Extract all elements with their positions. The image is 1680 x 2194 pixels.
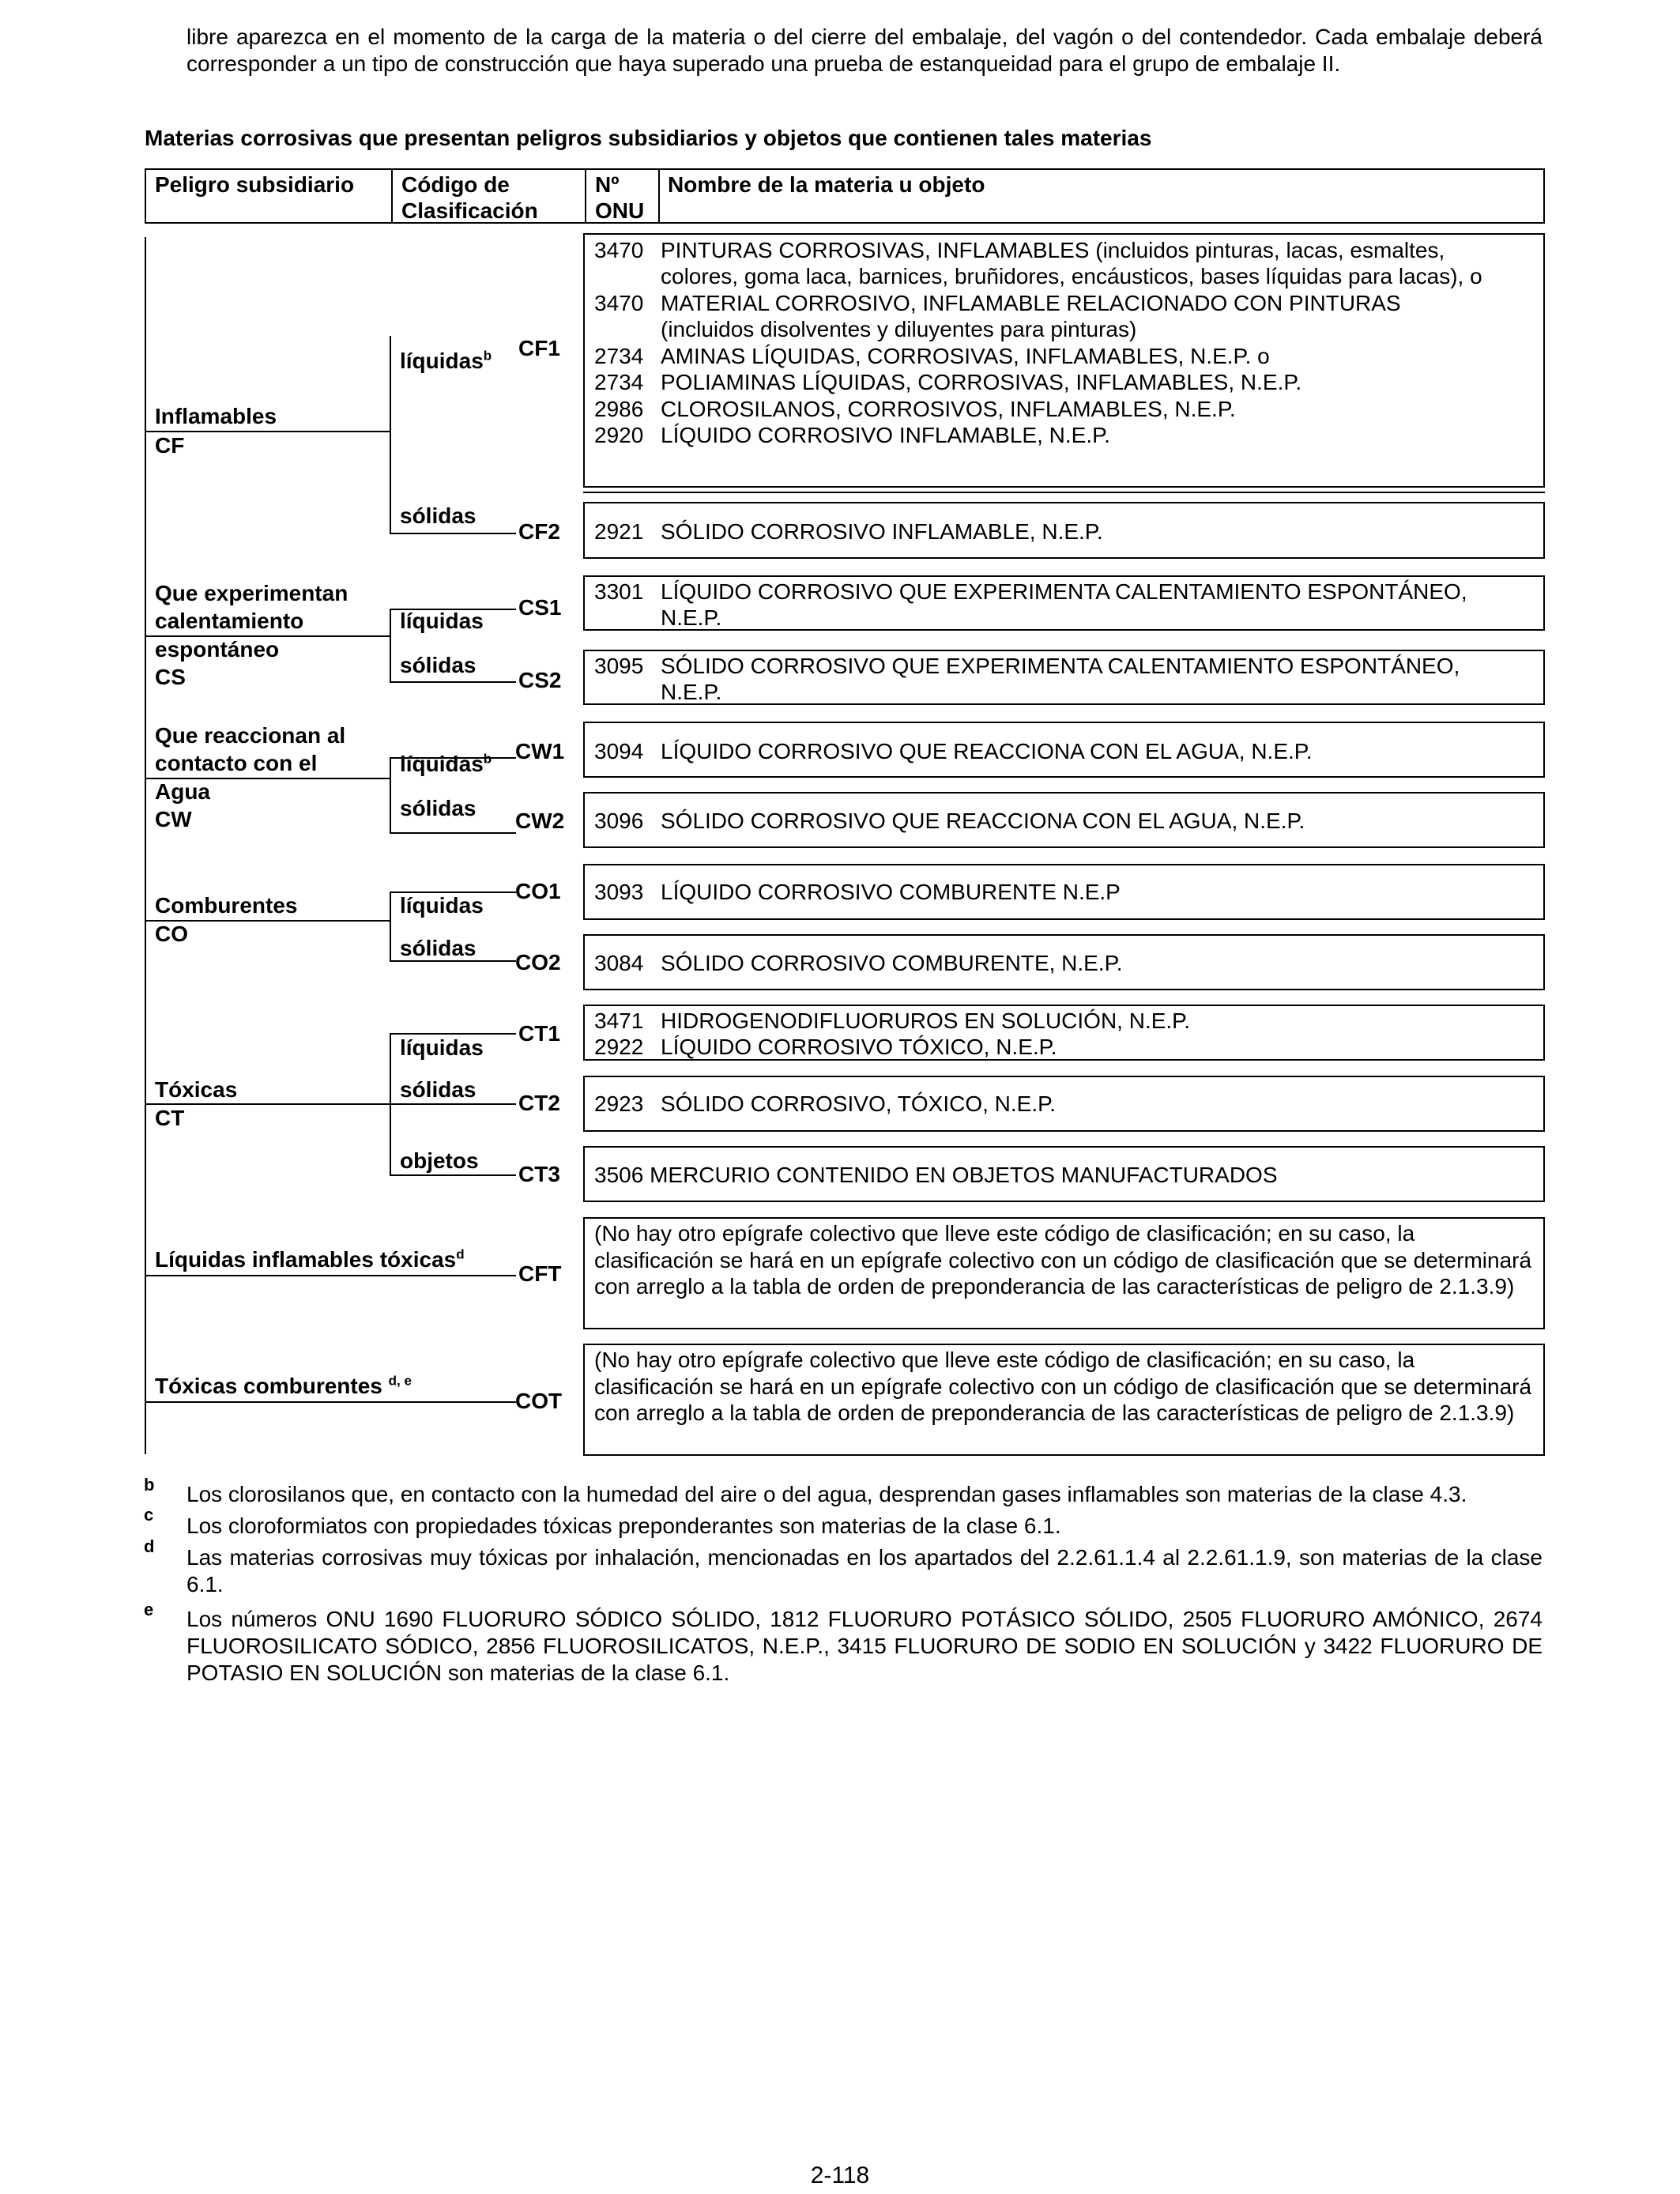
header-divider — [658, 170, 660, 222]
code-cw2: CW2 — [515, 809, 565, 833]
state-solidas-cw: sólidas — [400, 796, 477, 820]
entry-un-2922: 2922 LÍQUIDO CORROSIVO TÓXICO, N.E.P. — [594, 1035, 1057, 1059]
note-cft: (No hay otro epígrafe colectivo que lleve este código de clasificación; en su caso, la clasificación se hará en un epígrafe colectivo con un código de clasificación que se determinará con arreglo a la tabla de orden de preponderancia de las características de peligro de 2.1.3.9) — [594, 1221, 1532, 1299]
header-codigo-1: Código de — [401, 172, 510, 197]
state-solidas-cs: sólidas — [400, 653, 477, 677]
footnote-d-text: Las materias corrosivas muy tóxicas por inhalación, mencionadas en los apartados del 2.2.61.1.4 al 2.2.61.1.9, son materias de la clase 6.1. — [186, 1545, 1543, 1596]
footnote-e-mark: e — [144, 1600, 154, 1619]
group-cs-line3: espontáneo — [155, 637, 280, 662]
header-divider — [585, 170, 586, 222]
tree-left-line — [145, 237, 146, 1454]
footnote-c-text: Los cloroformiatos con propiedades tóxicas preponderantes son materias de la clase 6.1. — [186, 1514, 1061, 1538]
entry-un-3301: 3301 LÍQUIDO CORROSIVO QUE EXPERIMENTA CALENTAMIENTO ESPONTÁNEO, — [594, 579, 1467, 604]
group-cs-line1: Que experimentan — [155, 581, 348, 605]
entry-un-3470-b-cont: (incluidos disolventes y diluyentes para pinturas) — [661, 317, 1137, 341]
code-cft: CFT — [518, 1261, 562, 1286]
group-cot-name: Tóxicas comburentes $^{d, e}$ — [155, 1373, 412, 1398]
code-cs1: CS1 — [518, 595, 562, 620]
state-objetos-ct: objetos — [400, 1148, 479, 1173]
entry-un-2734-b: 2734 POLIAMINAS LÍQUIDAS, CORROSIVAS, INFLAMABLES, N.E.P. — [594, 370, 1302, 394]
entry-un-3094: 3094 LÍQUIDO CORROSIVO QUE REACCIONA CON EL AGUA, N.E.P. — [594, 739, 1313, 763]
entry-un-3096: 3096 SÓLIDO CORROSIVO QUE REACCIONA CON EL AGUA, N.E.P. — [594, 809, 1305, 833]
table-header — [145, 168, 1545, 224]
entry-un-3095: 3095 SÓLIDO CORROSIVO QUE EXPERIMENTA CALENTAMIENTO ESPONTÁNEO, — [594, 654, 1460, 678]
entry-un-3470-b: 3470 MATERIAL CORROSIVO, INFLAMABLE RELACIONADO CON PINTURAS — [594, 291, 1401, 315]
header-divider — [391, 170, 393, 222]
group-cw-line1: Que reaccionan al — [155, 723, 346, 748]
group-cw-line3: Agua — [155, 779, 210, 804]
entry-un-3095-cont: N.E.P. — [661, 680, 722, 704]
group-cw-code: CW — [155, 807, 192, 831]
entry-un-3093: 3093 LÍQUIDO CORROSIVO COMBURENTE N.E.P — [594, 880, 1121, 904]
header-codigo-2: Clasificación — [401, 198, 538, 223]
group-cft-name: Líquidas inflamables tóxicas$^d$ — [155, 1246, 465, 1272]
header-no-1: Nº — [595, 172, 620, 197]
code-ct2: CT2 — [518, 1091, 560, 1115]
tree-line-ct3 — [390, 1174, 516, 1176]
state-liquidas-cw: líquidas$^b$ — [400, 751, 492, 776]
tree-line-cw2 — [390, 832, 516, 834]
group-cf-name: Inflamables — [155, 404, 277, 428]
group-ct-name: Tóxicas — [155, 1077, 238, 1102]
group-cs-code: CS — [155, 665, 186, 689]
tree-bracket-co — [390, 892, 391, 961]
code-co1: CO1 — [515, 879, 561, 903]
code-cf1: CF1 — [518, 336, 560, 360]
group-ct-code: CT — [155, 1106, 185, 1130]
group-co-name: Comburentes — [155, 893, 298, 918]
header-no-2: ONU — [595, 198, 645, 223]
code-cw1: CW1 — [515, 739, 565, 763]
state-liquidas-co: líquidas — [400, 893, 484, 918]
state-solidas-ct: sólidas — [400, 1077, 477, 1102]
entry-un-3301-cont: N.E.P. — [661, 605, 722, 630]
entry-un-2986: 2986 CLOROSILANOS, CORROSIVOS, INFLAMABLES, N.E.P. — [594, 397, 1236, 421]
entry-un-3084: 3084 SÓLIDO CORROSIVO COMBURENTE, N.E.P. — [594, 951, 1123, 975]
group-cf-code: CF — [155, 433, 185, 458]
tree-bracket-cs — [390, 609, 391, 682]
tree-line-cft — [145, 1275, 516, 1276]
group-co-code: CO — [155, 922, 188, 946]
entry-un-2920: 2920 LÍQUIDO CORROSIVO INFLAMABLE, N.E.P. — [594, 423, 1110, 447]
state-solidas-co: sólidas — [400, 936, 477, 960]
intro-paragraph: libre aparezca en el momento de la carga de la materia o del cierre del embalaje, del vagón o del contendedor. Cada embalaje deberá corresponder a un tipo de construcción que haya superado una prueba de estanqueidad para el grupo de embalaje II. — [186, 25, 1543, 76]
footnote-b-mark: b — [144, 1475, 155, 1495]
footnote-c-mark: c — [144, 1505, 154, 1525]
state-liquidas-cf: líquidas$^b$ — [400, 348, 492, 373]
entry-box-cf1-rule — [583, 492, 1545, 493]
code-cf2: CF2 — [518, 519, 560, 544]
footnote-d-mark: d — [144, 1536, 155, 1556]
entry-un-3471: 3471 HIDROGENODIFLUORUROS EN SOLUCIÓN, N.E.P. — [594, 1008, 1191, 1033]
section-heading: Materias corrosivas que presentan peligros subsidiarios y objetos que contienen tales materias — [145, 126, 1152, 150]
tree-line-cf2 — [390, 533, 516, 534]
entry-un-2923: 2923 SÓLIDO CORROSIVO, TÓXICO, N.E.P. — [594, 1091, 1056, 1116]
entry-un-3470-a: 3470 PINTURAS CORROSIVAS, INFLAMABLES (incluidos pinturas, lacas, esmaltes, — [594, 238, 1445, 262]
code-cs2: CS2 — [518, 668, 562, 692]
header-nombre: Nombre de la materia u objeto — [668, 172, 985, 197]
group-cs-line2: calentamiento — [155, 609, 304, 633]
tree-bracket-cw — [390, 757, 391, 833]
state-solidas-cf: sólidas — [400, 503, 477, 528]
tree-line-cs2 — [390, 681, 516, 683]
code-cot: COT — [515, 1389, 563, 1413]
page-number: 2-118 — [810, 2162, 870, 2188]
code-ct1: CT1 — [518, 1021, 560, 1046]
tree-line-cot — [145, 1401, 516, 1403]
entry-un-3506: 3506 MERCURIO CONTENIDO EN OBJETOS MANUFACTURADOS — [594, 1163, 1278, 1187]
entry-un-3470-a-cont: colores, goma laca, barnices, bruñidores, encáusticos, bases líquidas para lacas), o — [661, 264, 1482, 288]
state-liquidas-cs: líquidas — [400, 609, 484, 633]
note-cot: (No hay otro epígrafe colectivo que lleve este código de clasificación; en su caso, la clasificación se hará en un epígrafe colectivo con un código de clasificación que se determinará con arreglo a la tabla de orden de preponderancia de las características de peligro de 2.1.3.9) — [594, 1348, 1532, 1425]
state-liquidas-ct: líquidas — [400, 1035, 484, 1060]
entry-un-2734-a: 2734 AMINAS LÍQUIDAS, CORROSIVAS, INFLAMABLES, N.E.P. o — [594, 344, 1270, 368]
tree-line-ct2 — [390, 1103, 516, 1105]
footnote-e-text: Los números ONU 1690 FLUORURO SÓDICO SÓLIDO, 1812 FLUORURO POTÁSICO SÓLIDO, 2505 FLUORURO AMÓNICO, 2674 FLUOROSILICATO SÓDICO, 2856 FLUOROSILICATOS, N.E.P., 3415 FLUORURO DE SODIO EN SOLUCIÓN y 3422 FLUORURO DE POTASIO EN SOLUCIÓN son materias de la clase 6.1. — [186, 1607, 1543, 1685]
group-cw-line2: contacto con el — [155, 751, 318, 775]
code-co2: CO2 — [515, 950, 561, 974]
entry-un-2921: 2921 SÓLIDO CORROSIVO INFLAMABLE, N.E.P. — [594, 519, 1103, 544]
tree-bracket-cf — [390, 336, 391, 533]
code-ct3: CT3 — [518, 1162, 560, 1186]
footnote-b-text: Los clorosilanos que, en contacto con la humedad del aire o del agua, desprendan gases inflamables son materias de la clase 4.3. — [186, 1482, 1467, 1506]
header-peligro: Peligro subsidiario — [155, 172, 355, 197]
